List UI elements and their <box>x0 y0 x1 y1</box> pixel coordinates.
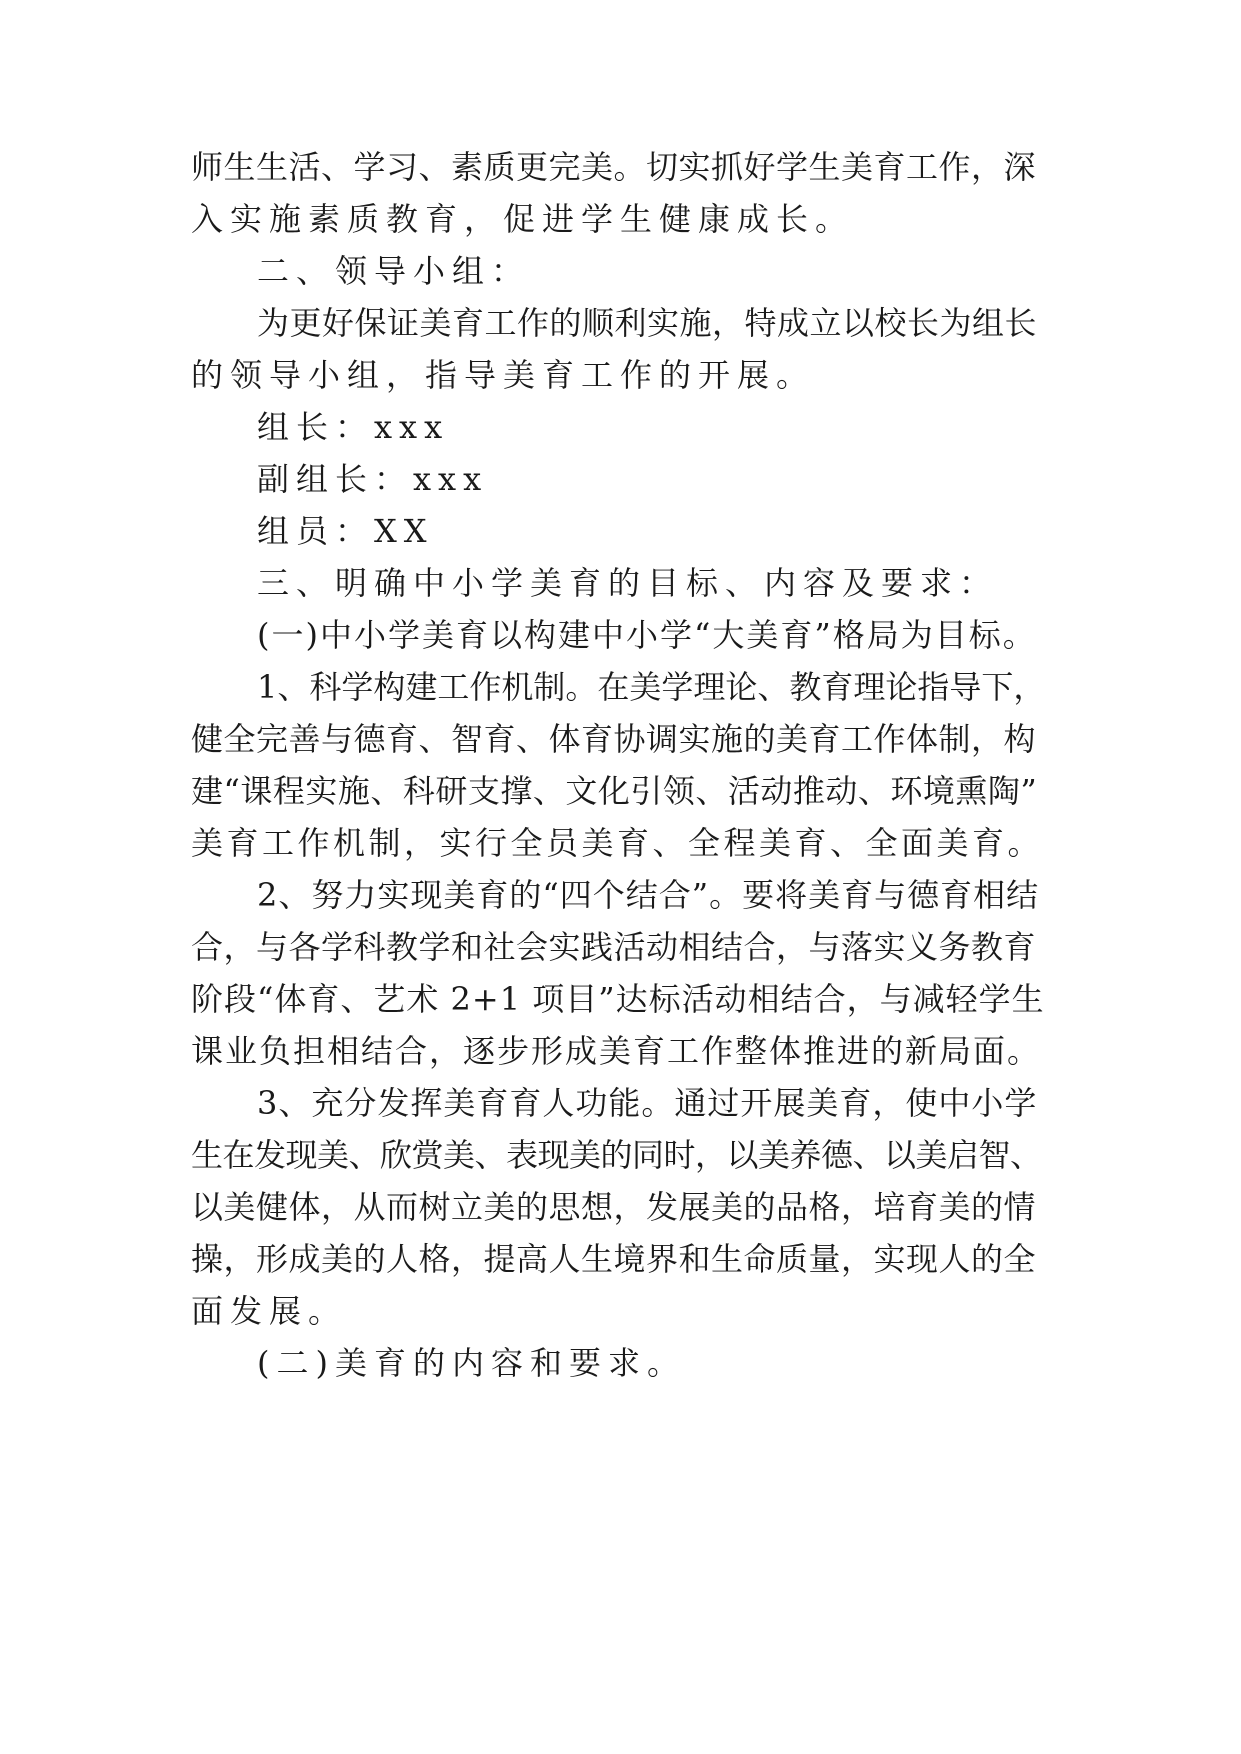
section-heading-text: 二、领导小组： <box>257 252 531 290</box>
text-line <box>0 768 1241 814</box>
text-line-content: 面发展。 <box>191 1292 348 1330</box>
section-heading-text: 三、明确中小学美育的目标、内容及要求： <box>257 564 999 602</box>
text-line <box>0 1080 1241 1126</box>
subsection-heading <box>0 1340 1241 1386</box>
text-line-content: 建“课程实施、科研支撑、文化引领、活动推动、环境熏陶” <box>191 772 1038 810</box>
text-line <box>0 1236 1241 1282</box>
leader-line <box>0 404 1241 450</box>
text-line-content: 师生生活、学习、素质更完美。切实抓好学生美育工作，深 <box>191 148 1037 186</box>
section-heading <box>0 248 1241 294</box>
leader-line-text: 组长：xxx <box>257 408 450 446</box>
subsection-heading-text: (一)中小学美育以构建中小学“大美育”格局为目标。 <box>257 616 1037 654</box>
subsection-heading <box>0 612 1241 658</box>
text-line-content: 操，形成美的人格，提高人生境界和生命质量，实现人的全 <box>191 1240 1037 1278</box>
text-line-content: 以美健体，从而树立美的思想，发展美的品格，培育美的情 <box>191 1188 1037 1226</box>
text-line <box>0 664 1241 710</box>
text-line <box>0 820 1241 866</box>
member-line <box>0 508 1241 554</box>
deputy-leader-line-text: 副组长：xxx <box>257 460 489 498</box>
text-line-content: 的领导小组，指导美育工作的开展。 <box>191 356 816 394</box>
text-line-content: 健全完善与德育、智育、体育协调实施的美育工作体制，构 <box>191 720 1037 758</box>
subsection-heading-text: (二)美育的内容和要求。 <box>257 1344 686 1382</box>
text-line-content: 为更好保证美育工作的顺利实施，特成立以校长为组长 <box>257 304 1038 342</box>
text-line <box>0 924 1241 970</box>
text-line-content: 3、充分发挥美育育人功能。通过开展美育，使中小学 <box>257 1084 1038 1122</box>
text-line <box>0 716 1241 762</box>
text-line-content: 合，与各学科教学和社会实践活动相结合，与落实义务教育 <box>191 928 1037 966</box>
text-line-content: 入实施素质教育，促进学生健康成长。 <box>191 200 855 238</box>
text-line <box>0 1028 1241 1074</box>
text-line-content: 课业负担相结合，逐步形成美育工作整体推进的新局面。 <box>191 1032 1042 1070</box>
text-line-content: 生在发现美、欣赏美、表现美的同时，以美养德、以美启智、 <box>191 1136 1042 1174</box>
text-line-content: 2、努力实现美育的“四个结合”。要将美育与德育相结 <box>257 876 1040 914</box>
text-line <box>0 1132 1241 1178</box>
text-line <box>0 976 1241 1022</box>
member-line-text: 组员：XX <box>257 512 434 550</box>
text-line-content: 美育工作机制，实行全员美育、全程美育、全面美育。 <box>191 824 1044 862</box>
text-line-content: 1、科学构建工作机制。在美学理论、教育理论指导下， <box>257 668 1046 706</box>
text-line <box>0 300 1241 346</box>
text-line <box>0 196 1241 242</box>
text-line <box>0 872 1241 918</box>
text-line <box>0 352 1241 398</box>
section-heading <box>0 560 1241 606</box>
text-line-content: 阶段“体育、艺术 2+1 项目”达标活动相结合，与减轻学生 <box>191 980 1045 1018</box>
deputy-leader-line <box>0 456 1241 502</box>
text-line <box>0 1184 1241 1230</box>
text-line <box>0 144 1241 190</box>
text-line <box>0 1288 1241 1334</box>
